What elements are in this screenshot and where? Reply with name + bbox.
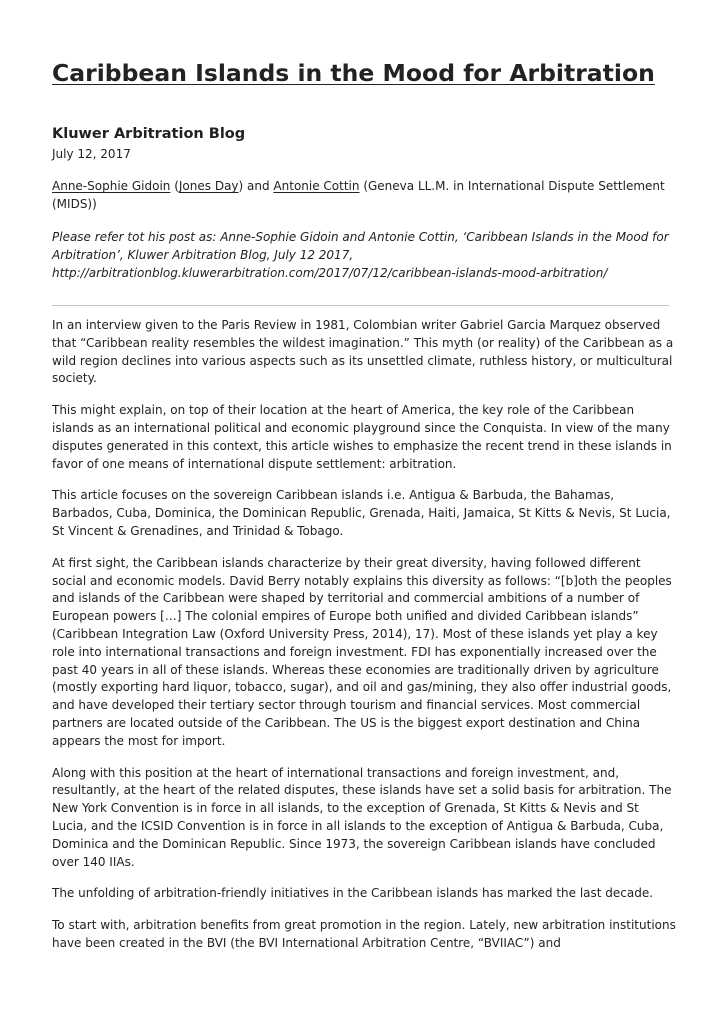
affiliation-link-jones-day[interactable]: Jones Day: [178, 179, 239, 193]
blog-name: Kluwer Arbitration Blog: [52, 126, 246, 142]
body-paragraph-5: Along with this position at the heart of international transactions and foreign investment, and, resultantly, at the heart of the related disputes, these islands have set a solid basis for arbitration. The New York Convention is in force in all islands, to the exception of Grenada, St Kitts & Nevis and St Lucia, and the ICSID Convention is in force in all islands to the exception of Antigua & Barbuda, Cuba, Dominica and the Dominican Republic. Since 1973, the sovereign Caribbean islands have concluded over 140 IIAs.: [52, 765, 672, 869]
author2-affiliation: Geneva LL.M. in International Dispute Settlement (MIDS): [52, 179, 665, 211]
citation-note: Please refer tot his post as: Anne-Sophie Gidoin and Antonie Cottin, ‘Caribbean Islands in the Mood for Arbitration’, Kluwer Arbitration Blog, July 12 2017, http://arbitrationblog.kluwerarbitration.com/2017/07/12/caribbean-islands-mood-arbitration/: [52, 230, 669, 280]
body-paragraph-1: In an interview given to the Paris Review in 1981, Colombian writer Gabriel Garcia Marquez observed that “Caribbean reality resembles the wildest imagination.” This myth (or reality) of the Caribbean as a wild region declines into various aspects such as its unsettled climate, ruthless history, or multicultural society.: [52, 318, 674, 386]
author-link-gidoin[interactable]: Anne-Sophie Gidoin: [52, 179, 171, 193]
article-title: Caribbean Islands in the Mood for Arbitration: [52, 59, 655, 87]
divider: [52, 305, 669, 306]
publication-date: July 12, 2017: [52, 147, 131, 161]
body-paragraph-2: This might explain, on top of their location at the heart of America, the key role of the Caribbean islands as an international political and economic playground since the Conquista. In view of the many disputes generated in this context, this article wishes to emphasize the recent trend in these islands in favor of one means of international dispute settlement: arbitration.: [52, 403, 672, 471]
body-paragraph-7: To start with, arbitration benefits from great promotion in the region. Lately, new arbitration institutions have been created in the BVI (the BVI International Arbitration Centre, “BVIIAC”) and: [52, 918, 676, 950]
author-link-cottin[interactable]: Antonie Cottin: [273, 179, 360, 193]
body-paragraph-3: This article focuses on the sovereign Caribbean islands i.e. Antigua & Barbuda, the Bahamas, Barbados, Cuba, Dominica, the Dominican Republic, Grenada, Haiti, Jamaica, St Kitts & Nevis, St Lucia, St Vincent & Grenadines, and Trinidad & Tobago.: [52, 488, 671, 538]
body-paragraph-4: At first sight, the Caribbean islands characterize by their great diversity, having followed different social and economic models. David Berry notably explains this diversity as follows: “[b]oth the peoples and islands of the Caribbean were shaped by territorial and commercial ambitions of a number of European powers […] The colonial empires of Europe both unified and divided Caribbean islands” (Caribbean Integration Law (Oxford University Press, 2014), 17). Most of these islands yet play a key role into international transactions and foreign investment. FDI has exponentially increased over the past 40 years in all of these islands. Whereas these economies are traditionally driven by agriculture (mostly exporting hard liquor, tobacco, sugar), and oil and gas/mining, they also offer industrial goods, and have developed their tertiary sector through tourism and financial services. Most commercial partners are located outside of the Caribbean. The US is the biggest export destination and China appears the most for import.: [52, 555, 672, 748]
body-paragraph-6: The unfolding of arbitration-friendly initiatives in the Caribbean islands has marked the last decade.: [52, 886, 654, 901]
author-line: Anne-Sophie Gidoin (Jones Day) and Antonie Cottin (Geneva LL.M. in International Dispute Settlement (MIDS)): [52, 179, 665, 211]
article-body: [52, 317, 677, 967]
